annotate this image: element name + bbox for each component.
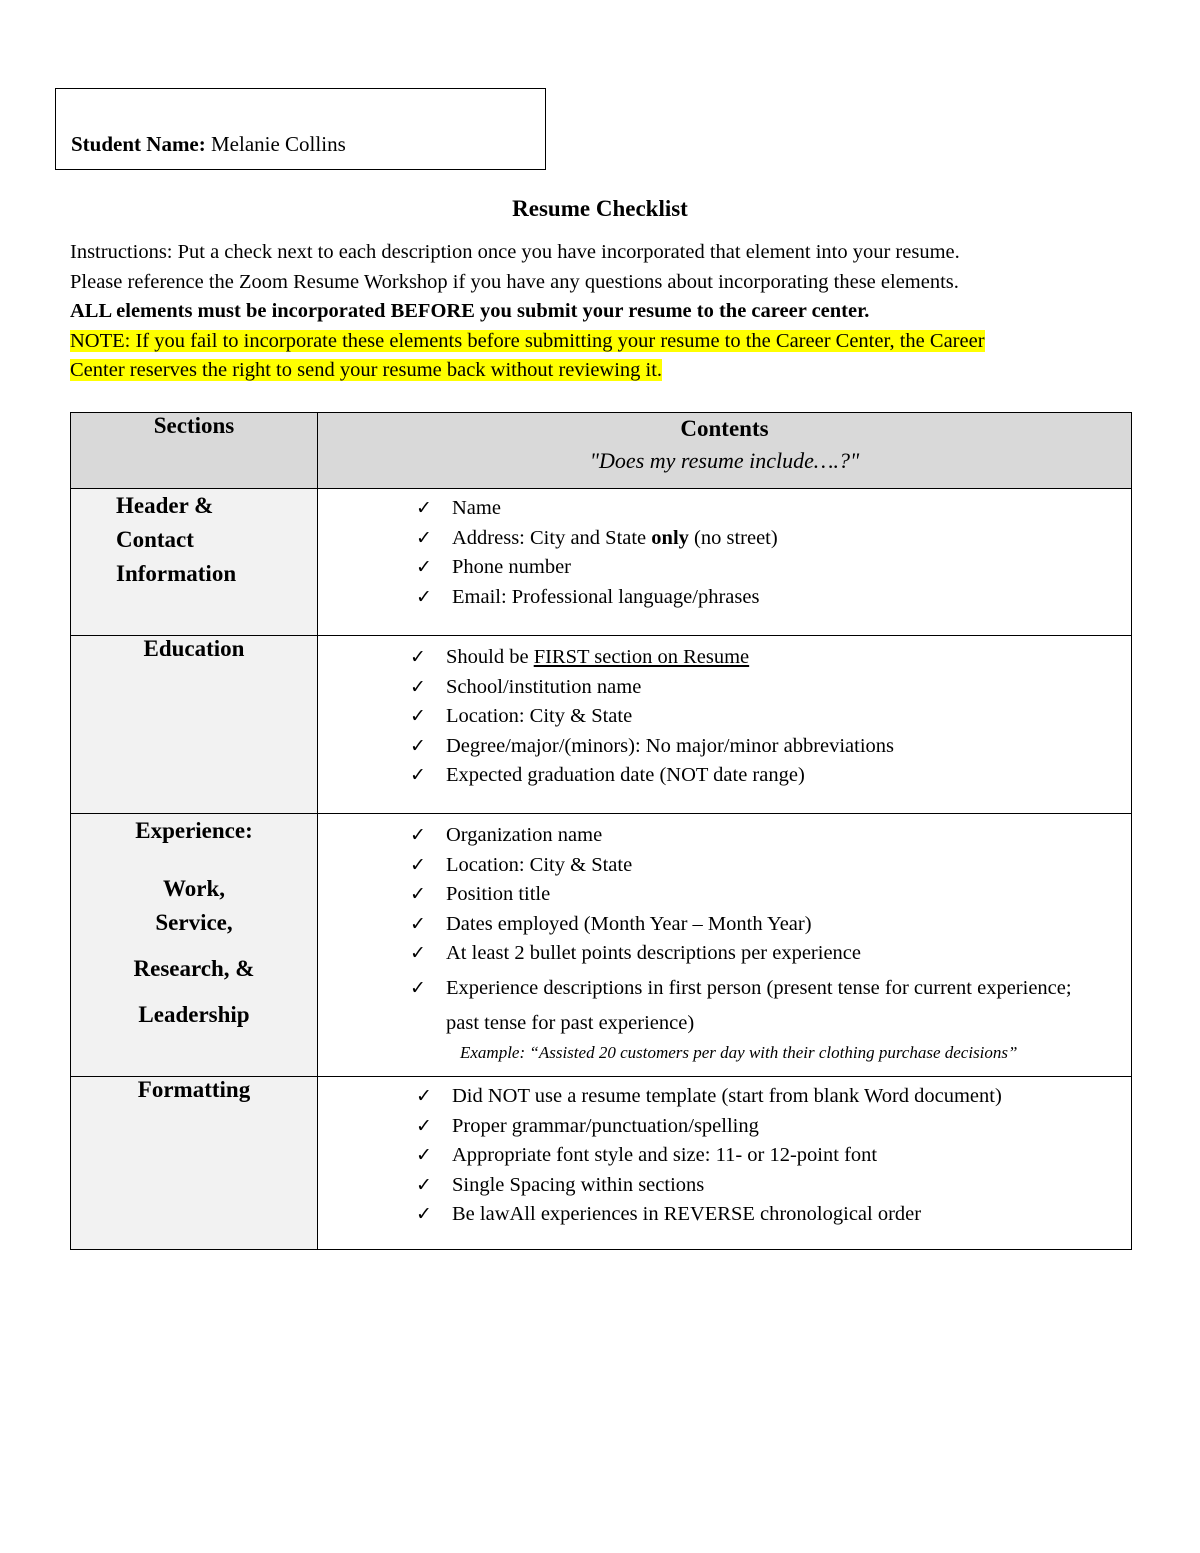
- list-item: ✓ Should be FIRST section on Resume: [410, 643, 1131, 673]
- contents-experience: [318, 814, 1132, 1077]
- row-formatting: [71, 1077, 1132, 1250]
- section-label-line: Work,: [163, 876, 225, 901]
- checkmark-icon: ✓: [410, 764, 426, 786]
- student-name-label: Student Name:: [71, 132, 206, 156]
- checkmark-icon: ✓: [410, 853, 426, 876]
- checkmark-icon: ✓: [416, 1114, 432, 1137]
- note-line-1: NOTE: If you fail to incorporate these elements before submitting your resume to the Career Center, the Career: [70, 329, 985, 352]
- row-education: [71, 636, 1132, 814]
- checkmark-icon: ✓: [410, 734, 426, 757]
- list-item: ✓ Single Spacing within sections: [416, 1171, 1131, 1201]
- note-line-2: Center reserves the right to send your resume back without reviewing it.: [70, 359, 663, 381]
- checkmark-icon: ✓: [410, 705, 426, 727]
- list-item: ✓ Proper grammar/punctuation/spelling: [416, 1112, 1131, 1142]
- instructions: [70, 238, 1135, 386]
- checkmark-icon: ✓: [410, 976, 426, 999]
- contents-education: [318, 636, 1132, 814]
- checkmark-icon: ✓: [416, 1144, 432, 1166]
- page-title: Resume Checklist: [512, 196, 688, 221]
- checkmark-icon: ✓: [416, 1173, 432, 1196]
- checkmark-icon: ✓: [416, 1085, 432, 1107]
- list-item: ✓ Email: Professional language/phrases: [416, 583, 1131, 613]
- contents-formatting: [318, 1077, 1132, 1250]
- checkmark-icon: ✓: [410, 883, 426, 905]
- checkmark-icon: ✓: [416, 497, 432, 519]
- instructions-line-2: Please reference the Zoom Resume Workshop if you have any questions about incorporating these elements.: [70, 270, 959, 293]
- section-experience: [71, 814, 318, 1077]
- instructions-line-1: Instructions: Put a check next to each description once you have incorporated that element into your resume.: [70, 241, 960, 263]
- section-label-line: Service,: [155, 910, 233, 935]
- list-item: ✓ Did NOT use a resume template (start from blank Word document): [416, 1082, 1131, 1112]
- checklist-table: [70, 412, 1132, 1250]
- list-item: ✓ Experience descriptions in first person (present tense for current experience; past tense for past experience): [410, 971, 1091, 1041]
- student-name-box: [55, 88, 546, 170]
- experience-example: Example: “Assisted 20 customers per day with their clothing purchase decisions”: [460, 1042, 1018, 1062]
- contents-header-title: Contents: [680, 416, 769, 441]
- sections-header: Sections: [71, 413, 318, 489]
- list-item: ✓ Be lawAll experiences in REVERSE chronological order: [416, 1200, 1131, 1230]
- instructions-line-3: ALL elements must be incorporated BEFORE you submit your resume to the career center.: [70, 300, 870, 322]
- section-label-line: Information: [116, 561, 237, 586]
- list-item: ✓ At least 2 bullet points descriptions per experience: [410, 939, 1091, 969]
- section-label-line: Research, &: [133, 956, 255, 981]
- checkmark-icon: ✓: [416, 526, 432, 549]
- section-education: Education: [71, 636, 318, 814]
- section-formatting: Formatting: [71, 1077, 318, 1250]
- section-label-line: Leadership: [138, 1002, 250, 1027]
- checkmark-icon: ✓: [410, 675, 426, 698]
- row-header-contact: [71, 489, 1132, 636]
- list-item: ✓ Dates employed (Month Year – Month Year): [410, 910, 1091, 940]
- row-experience: [71, 814, 1132, 1077]
- checkmark-icon: ✓: [410, 942, 426, 964]
- section-label-line: Header &: [116, 493, 214, 518]
- list-item: ✓ Degree/major/(minors): No major/minor abbreviations: [410, 732, 1131, 762]
- list-item: ✓ Location: City & State: [410, 851, 1091, 881]
- checkmark-icon: ✓: [410, 646, 426, 668]
- section-header-contact: [71, 489, 318, 636]
- list-item: ✓ School/institution name: [410, 673, 1131, 703]
- list-item: ✓ Phone number: [416, 553, 1131, 583]
- checkmark-icon: ✓: [416, 556, 432, 578]
- list-item: ✓ Expected graduation date (NOT date range): [410, 761, 1131, 791]
- checkmark-icon: ✓: [410, 912, 426, 935]
- contents-header-subtitle: "Does my resume include….?": [589, 448, 860, 473]
- list-item: ✓ Appropriate font style and size: 11- or 12-point font: [416, 1141, 1131, 1171]
- header-row: [71, 413, 1132, 489]
- contents-header: [318, 413, 1132, 489]
- student-name-value: Melanie Collins: [205, 132, 346, 156]
- section-label-line: Contact: [116, 527, 194, 552]
- checkmark-icon: ✓: [416, 1203, 432, 1225]
- contents-header-contact: [318, 489, 1132, 636]
- list-item: ✓ Organization name: [410, 821, 1091, 851]
- checkmark-icon: ✓: [416, 585, 432, 608]
- section-label-line: Experience:: [135, 818, 253, 843]
- list-item: ✓ Position title: [410, 880, 1091, 910]
- list-item: ✓ Location: City & State: [410, 702, 1131, 732]
- student-name-line: [71, 132, 346, 157]
- list-item: ✓ Name: [416, 494, 1131, 524]
- list-item: ✓ Address: City and State only (no street): [416, 524, 1131, 554]
- checkmark-icon: ✓: [410, 824, 426, 846]
